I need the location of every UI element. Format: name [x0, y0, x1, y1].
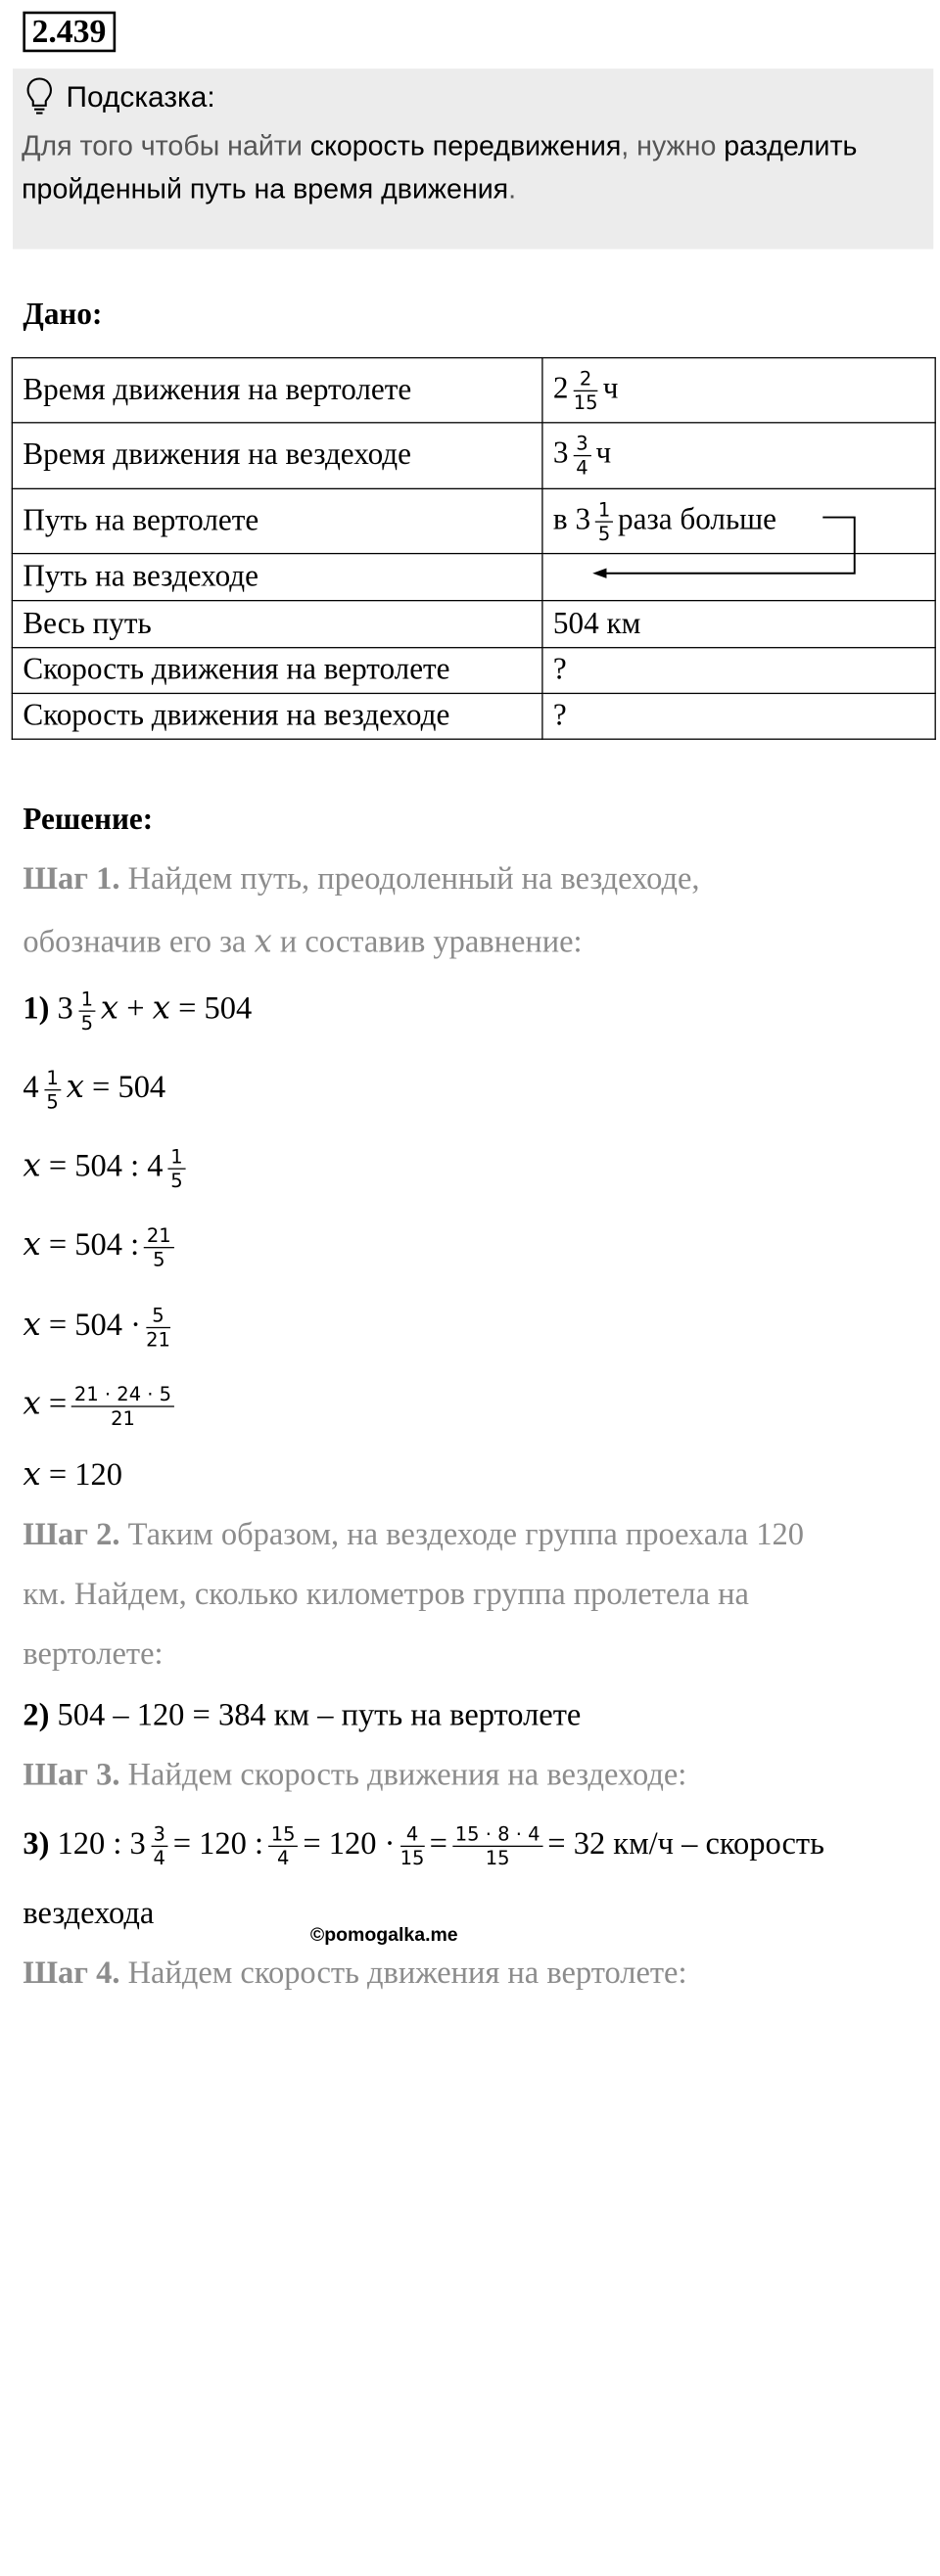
given-title: Дано: — [23, 299, 103, 332]
equation-3: x = 504 : 4 $\frac{1}{5}$ — [23, 1146, 190, 1190]
step3-line: Шаг 3. Найдем скорость движения на вездеходе: — [23, 1758, 687, 1793]
given-label: Время движения на вертолете — [12, 358, 542, 423]
hint-title: Подсказка: — [66, 79, 215, 114]
given-label: Скорость движения на вездеходе — [12, 693, 542, 739]
table-row — [12, 693, 935, 739]
table-row — [12, 554, 935, 601]
equation-2: 4 $\frac{1}{5}$ x = 504 — [23, 1066, 166, 1114]
given-table — [12, 357, 936, 740]
given-value: ? — [542, 693, 935, 739]
equation-4: x = 504 : $\frac{21}{5}$ — [23, 1225, 178, 1269]
equation-9-continued: вездехода — [23, 1896, 155, 1931]
given-label: Скорость движения на вертолете — [12, 648, 542, 694]
equation-5: x = 504 · $\frac{5}{21}$ — [23, 1304, 170, 1352]
step2-line-b: км. Найдем, сколько километров группа пролетела на — [23, 1577, 749, 1612]
equation-6: x = $\frac{21 \cdot 24 \cdot 5}{21}$ — [23, 1384, 178, 1428]
given-value: ? — [542, 648, 935, 694]
given-value — [542, 554, 935, 601]
step4-line: Шаг 4. Найдем скорость движения на вертолете: — [23, 1955, 687, 1991]
equation-8: 2) 504 – 120 = 384 км – путь на вертолете — [23, 1698, 582, 1733]
solution-title: Решение: — [23, 803, 154, 837]
hint-bold-rule: разделить пройденный путь на время движения — [22, 129, 858, 206]
table-row — [12, 358, 935, 423]
given-value: в 3 $\frac{1}{5}$ раза больше — [542, 488, 935, 553]
hint-text: Для того чтобы найти скорость передвижения, нужно разделить пройденный путь на время движения. — [22, 129, 858, 206]
problem-number: 2.439 — [23, 12, 115, 53]
step1-line-b: обозначив его за x и составив уравнение: — [23, 922, 583, 960]
table-row — [12, 601, 935, 648]
given-label: Время движения на вездеходе — [12, 423, 542, 489]
given-value: 3 $\frac{3}{4}$ ч — [542, 423, 935, 489]
equation-9: 3) 120 : 3 $\frac{3}{4}$ = 120 : $\frac{15}{4}$ = 120 · $\frac{4}{15}$ = $\frac{15 \cdot 8 \cdot 4}{15}$ = 32 км/ч – скорость — [23, 1822, 824, 1870]
given-label: Путь на вездеходе — [12, 554, 542, 601]
given-value: 504 км — [542, 601, 935, 648]
lightbulb-icon — [24, 76, 55, 117]
watermark: ©pomogalka.me — [309, 1924, 458, 1947]
equation-7: x = 120 — [23, 1455, 122, 1493]
step1-line-a: Шаг 1. Найдем путь, преодоленный на вездеходе, — [23, 861, 700, 897]
hint-bold-speed: скорость передвижения — [309, 129, 622, 161]
given-label: Путь на вертолете — [12, 488, 542, 553]
step2-line-c: вертолете: — [23, 1636, 164, 1672]
equation-1: 1) 3 $\frac{1}{5}$ x + x = 504 — [23, 988, 253, 1035]
table-row — [12, 423, 935, 489]
given-label: Весь путь — [12, 601, 542, 648]
step2-line-a: Шаг 2. Таким образом, на вездеходе группа проехала 120 — [23, 1517, 805, 1552]
table-row — [12, 488, 935, 553]
given-value: 2 $\frac{2}{15}$ ч — [542, 358, 935, 423]
table-row — [12, 648, 935, 694]
